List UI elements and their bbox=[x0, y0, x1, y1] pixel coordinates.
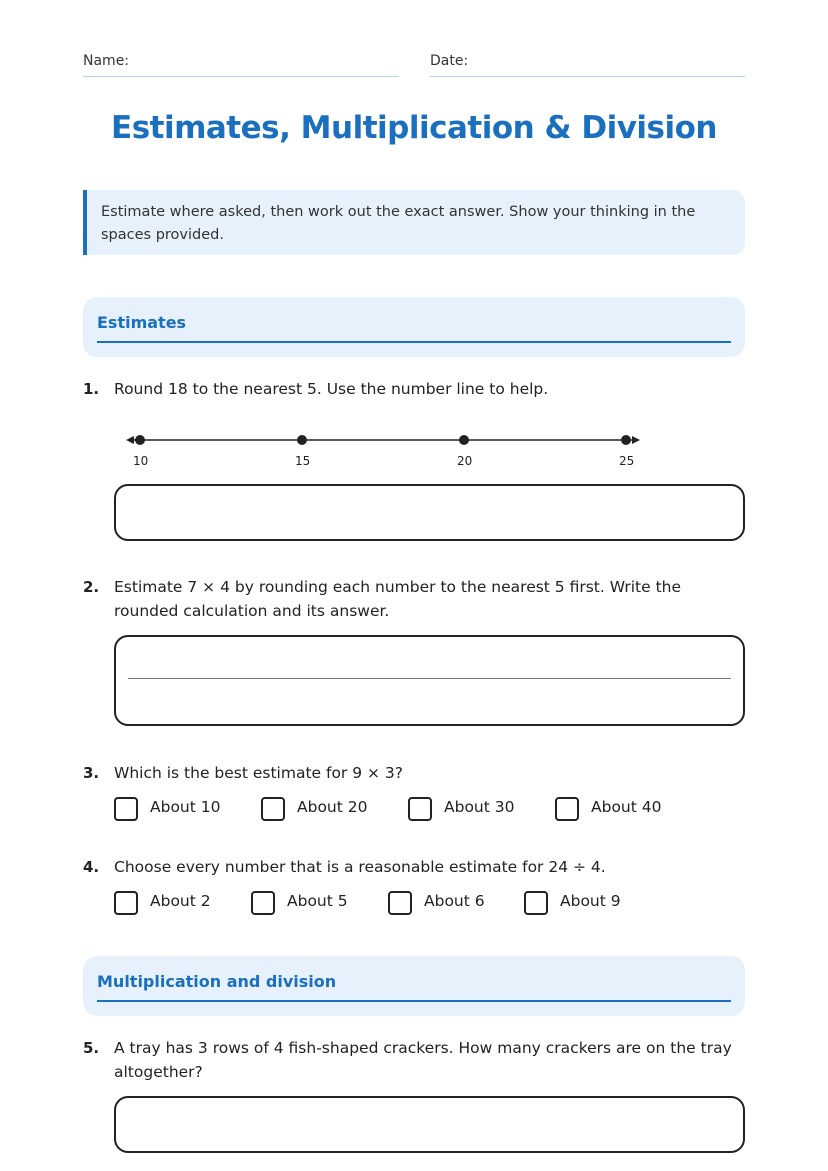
page-title: Estimates, Multiplication & Division bbox=[111, 110, 717, 146]
section-rule bbox=[97, 1000, 731, 1002]
question-number: 5. bbox=[83, 1039, 100, 1057]
answer-box[interactable] bbox=[114, 484, 745, 541]
number-line-left-arrow bbox=[126, 436, 134, 444]
section-title: Multiplication and division bbox=[97, 972, 337, 991]
checkbox[interactable] bbox=[114, 891, 138, 915]
number-line-right-arrow bbox=[632, 436, 640, 444]
number-line-tick-label: 10 bbox=[133, 454, 149, 468]
number-line-tick-label: 20 bbox=[457, 454, 473, 468]
number-line-point bbox=[135, 435, 145, 445]
answer-box[interactable] bbox=[114, 635, 745, 726]
number-line bbox=[120, 430, 650, 452]
option-label: About 10 bbox=[150, 798, 221, 816]
question-number: 1. bbox=[83, 380, 100, 398]
question-number: 4. bbox=[83, 858, 100, 876]
number-line-tick-label: 15 bbox=[295, 454, 311, 468]
checkbox[interactable] bbox=[408, 797, 432, 821]
answer-box[interactable] bbox=[114, 1096, 745, 1153]
option-label: About 40 bbox=[591, 798, 662, 816]
section-header-estimates bbox=[83, 297, 745, 357]
section-title: Estimates bbox=[97, 313, 187, 332]
answer-writing-line bbox=[128, 678, 731, 679]
option-label: About 2 bbox=[150, 892, 211, 910]
question-text: Round 18 to the nearest 5. Use the number line to help. bbox=[114, 380, 549, 398]
number-line-tick-label: 25 bbox=[619, 454, 635, 468]
question-text: Which is the best estimate for 9 × 3? bbox=[114, 764, 404, 782]
option-label: About 20 bbox=[297, 798, 368, 816]
question-text: Choose every number that is a reasonable estimate for 24 ÷ 4. bbox=[114, 858, 606, 876]
instructions-text: Estimate where asked, then work out the exact answer. Show your thinking in the spaces provided. bbox=[101, 204, 696, 243]
option-label: About 9 bbox=[560, 892, 621, 910]
date-label: Date: bbox=[430, 53, 469, 69]
question-text: Estimate 7 × 4 by rounding each number to the nearest 5 first. Write the rounded calculation and its answer. bbox=[114, 578, 682, 620]
option-label: About 6 bbox=[424, 892, 485, 910]
number-line-point bbox=[621, 435, 631, 445]
number-line-point bbox=[459, 435, 469, 445]
question-number: 2. bbox=[83, 578, 100, 596]
date-field[interactable] bbox=[430, 76, 745, 77]
name-label: Name: bbox=[83, 53, 130, 69]
checkbox[interactable] bbox=[261, 797, 285, 821]
checkbox[interactable] bbox=[555, 797, 579, 821]
section-header-multiplication-division bbox=[83, 956, 745, 1016]
checkbox[interactable] bbox=[114, 797, 138, 821]
question-text: A tray has 3 rows of 4 fish-shaped crackers. How many crackers are on the tray altogether? bbox=[114, 1039, 732, 1081]
checkbox[interactable] bbox=[524, 891, 548, 915]
option-label: About 30 bbox=[444, 798, 515, 816]
checkbox[interactable] bbox=[251, 891, 275, 915]
question-number: 3. bbox=[83, 764, 100, 782]
number-line-point bbox=[297, 435, 307, 445]
option-label: About 5 bbox=[287, 892, 348, 910]
checkbox[interactable] bbox=[388, 891, 412, 915]
name-field[interactable] bbox=[83, 76, 399, 77]
section-rule bbox=[97, 341, 731, 343]
instructions-panel bbox=[83, 190, 745, 255]
